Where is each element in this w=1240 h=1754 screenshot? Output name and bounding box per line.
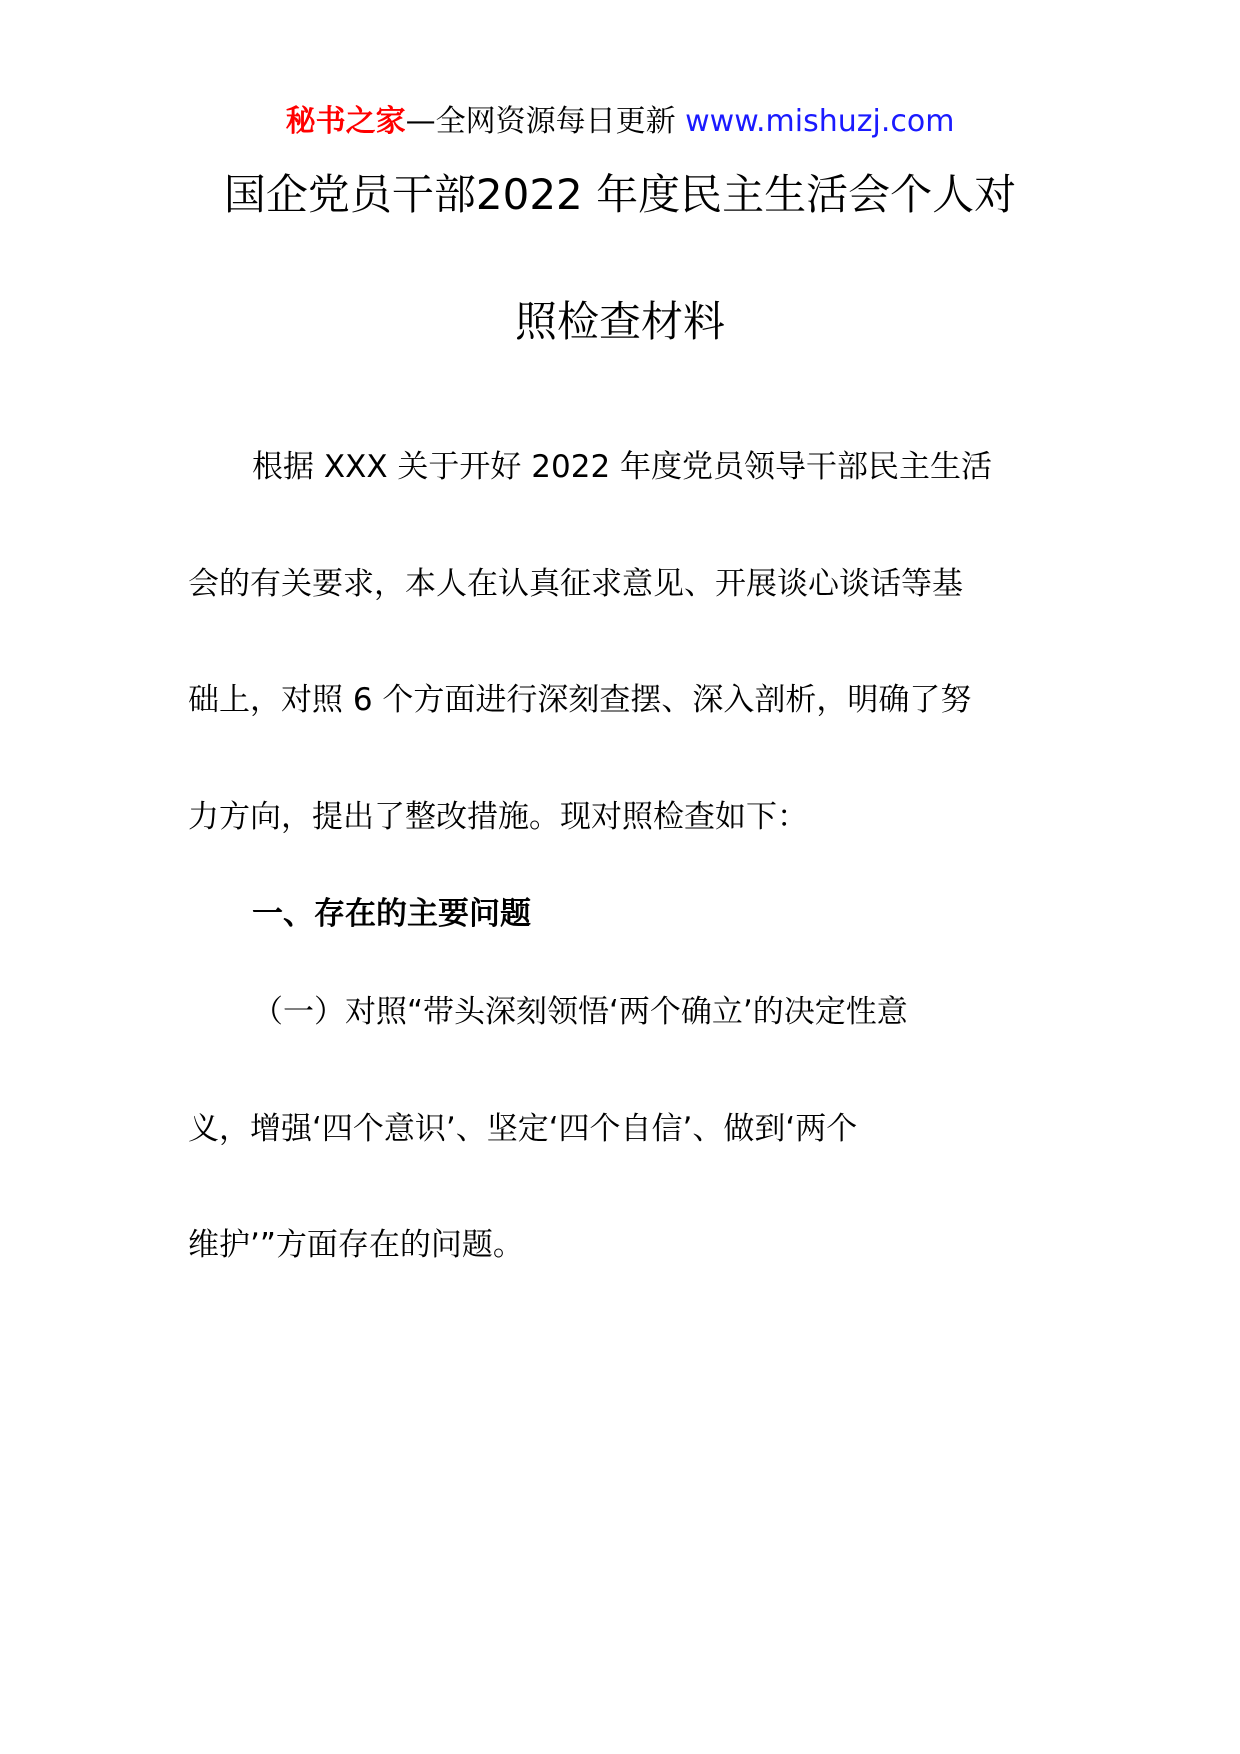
section-heading: 一、存在的主要问题: [252, 896, 531, 932]
subsection-line-2: 义，增强‘四个意识’、坚定‘四个自信’、做到‘两个: [188, 1111, 858, 1147]
site-url[interactable]: www.mishuzj.com: [685, 104, 955, 139]
site-slogan: —全网资源每日更新: [405, 104, 686, 139]
document-title-line-2: 照检查材料: [514, 297, 725, 346]
subsection-line-3: 维护’”方面存在的问题。: [188, 1227, 524, 1263]
paragraph-1-line-1: 根据 XXX 关于开好 2022 年度党员领导干部民主生活: [252, 449, 993, 485]
document-title-line-1: 国企党员干部2022 年度民主生活会个人对: [223, 170, 1017, 219]
subsection-line-1: （一）对照“带头深刻领悟‘两个确立’的决定性意: [252, 994, 908, 1030]
paragraph-1-line-3: 础上，对照 6 个方面进行深刻查摆、深入剖析，明确了努: [188, 682, 972, 718]
brand-name: 秘书之家: [285, 104, 406, 139]
site-header: [0, 100, 1240, 144]
paragraph-1-line-4: 力方向，提出了整改措施。现对照检查如下：: [188, 799, 808, 835]
paragraph-1-line-2: 会的有关要求，本人在认真征求意见、开展谈心谈话等基: [188, 566, 963, 602]
